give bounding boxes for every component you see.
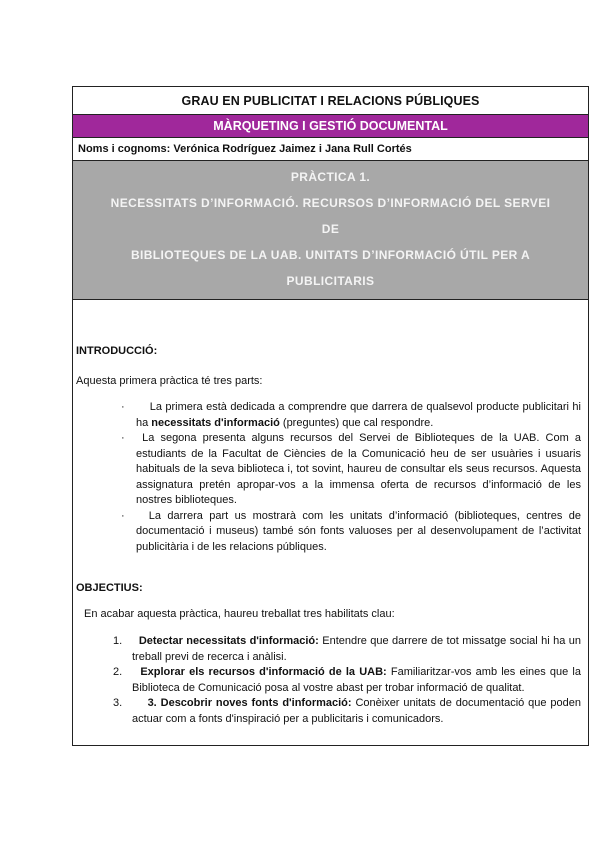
- objectives-list: [76, 634, 581, 727]
- bold-term: 3. Descobrir noves fonts d'informació:: [147, 697, 352, 709]
- bold-term: necessitats d'informació: [151, 416, 280, 429]
- list-item: · La segona presenta alguns recursos del Servei de Biblioteques de la UAB. Com a estudiants de la Facultat de Ciències de la Comunicació heu de ser usuàries i usuaris habituals de la seva biblioteca i, tot sovint, haureu de consultar els seus recursos. Aquesta assignatura pretén apropar-vos a la immensa oferta de recursos d’informació de les nostres biblioteques.: [121, 432, 581, 506]
- degree-title: GRAU EN PUBLICITAT I RELACIONS PÚBLIQUES: [73, 87, 588, 115]
- practice-line: BIBLIOTEQUES DE LA UAB. UNITATS D’INFORMACIÓ ÚTIL PER A: [130, 248, 531, 262]
- intro-heading: INTRODUCCIÓ:: [76, 345, 158, 357]
- objectives-heading: OBJECTIUS:: [76, 582, 143, 594]
- item-number: 2.: [113, 666, 123, 678]
- practice-line: PUBLICITARIS: [286, 274, 375, 288]
- practice-title-block: [73, 161, 588, 300]
- practice-line: PRÀCTICA 1.: [290, 170, 371, 184]
- list-item: 3. 3. Descobrir noves fonts d'informació: Conèixer unitats de documentació que poden actuar com a fonts d'inspiració per a publicitaris i comunicadors.: [113, 697, 581, 725]
- item-number: 3.: [113, 697, 123, 709]
- bold-term: Detectar necessitats d'informació:: [138, 635, 319, 647]
- item-number: 1.: [113, 635, 123, 647]
- practice-line: NECESSITATS D’INFORMACIÓ. RECURSOS D’INFORMACIÓ DEL SERVEI: [110, 196, 551, 210]
- list-item: 1. Detectar necessitats d'informació: Entendre que darrere de tot missatge social hi ha un treball previ de recerca i anàlisi.: [113, 635, 581, 663]
- bullet-marker: ·: [121, 509, 125, 522]
- intro-bullet-list: [76, 400, 581, 555]
- document-page: [72, 86, 589, 746]
- objectives-lead: En acabar aquesta pràctica, haureu treballat tres habilitats clau:: [84, 607, 395, 620]
- student-names: Noms i cognoms: Verónica Rodríguez Jaimez i Jana Rull Cortés: [73, 138, 588, 161]
- list-item: · La primera està dedicada a comprendre que darrera de qualsevol producte publicitari hi ha necessitats d'informació (preguntes) que cal respondre.: [121, 401, 581, 429]
- bullet-marker: ·: [121, 401, 125, 413]
- bullet-marker: ·: [121, 432, 125, 444]
- list-item: 2. Explorar els recursos d'informació de la UAB: Familiaritzar-vos amb les eines que la Biblioteca de Comunicació posa al vostre abast per trobar informació de qualitat.: [113, 666, 581, 694]
- intro-lead: Aquesta primera pràctica té tres parts:: [76, 374, 263, 387]
- content-body: [73, 300, 588, 745]
- course-title: MÀRQUETING I GESTIÓ DOCUMENTAL: [73, 115, 588, 138]
- list-item: · La darrera part us mostrarà com les unitats d’informació (biblioteques, centres de documentació i museus) també són fonts valuoses per al desenvolupament de l’activitat publicitària i de les relacions públiques.: [121, 509, 581, 553]
- practice-line: DE: [321, 222, 340, 236]
- bold-term: Explorar els recursos d'informació de la UAB:: [140, 666, 387, 678]
